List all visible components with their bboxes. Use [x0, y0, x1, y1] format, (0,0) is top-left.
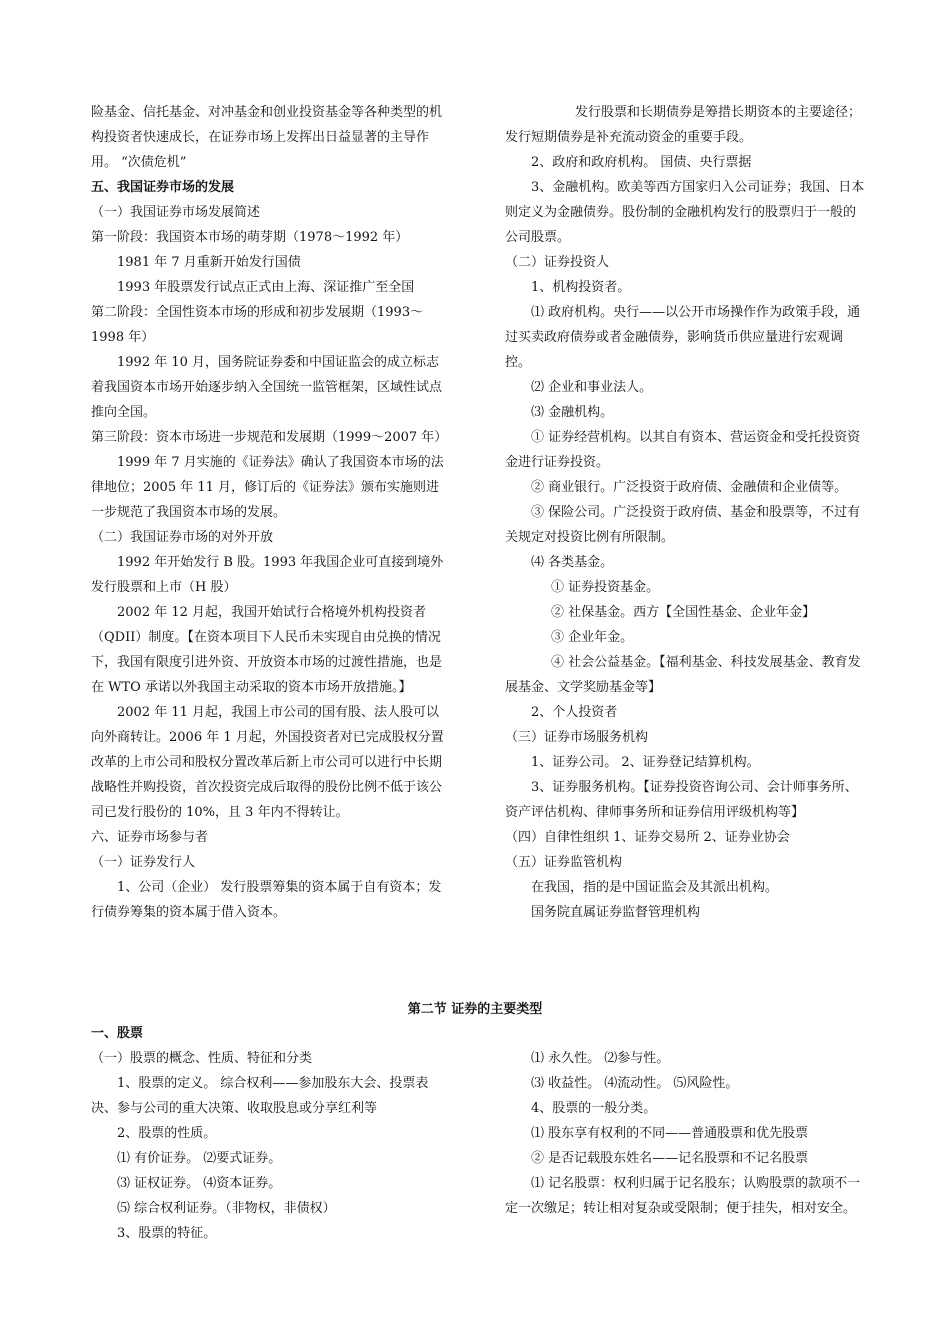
paragraph: 1981 年 7 月重新开始发行国债	[117, 255, 301, 270]
paragraph: ② 是否记载股东姓名——记名股票和不记名股票	[531, 1151, 809, 1166]
paragraph: ⑷ 各类基金。	[531, 555, 614, 570]
section-title: 第二节 证券的主要类型	[407, 1002, 543, 1017]
paragraph: （一）证券发行人	[91, 855, 196, 870]
paragraph: 在我国，指的是中国证监会及其派出机构。	[531, 880, 779, 895]
paragraph: （一）股票的概念、性质、特征和分类	[91, 1051, 313, 1066]
paragraph: ① 证券投资基金。	[551, 580, 660, 595]
paragraph: ⑴ 记名股票：权利归属于记名股东；认购股票的款项不一定一次缴足；转让相对复杂或受限制；便于挂失，相对安全。	[505, 1176, 861, 1216]
paragraph: ③ 保险公司。广泛投资于政府债、基金和股票等，不过有关规定对投资比例有所限制。	[505, 505, 861, 545]
paragraph: 险基金、信托基金、对冲基金和创业投资基金等各种类型的机构投资者快速成长，在证券市场上发挥出日益显著的主导作用。 “次债危机”	[91, 105, 443, 170]
paragraph: ① 证券经营机构。以其自有资本、营运资金和受托投资资金进行证券投资。	[505, 430, 861, 470]
paragraph: 4、股票的一般分类。	[531, 1101, 657, 1116]
paragraph: 2002 年 11 月起，我国上市公司的国有股、法人股可以向外商转让。2006 年 1 月起，外国投资者对已完成股权分置改革的上市公司和股权分置改革后新上市公司可以进行中长期战略性并购投资，首次投资完成后取得的股份比例不低于该公司已发行股份的 10%，且 3 年内不得转让。	[91, 705, 444, 820]
paragraph: ⑴ 有价证券。 ⑵要式证券。	[117, 1151, 282, 1166]
paragraph: （二）我国证券市场的对外开放	[91, 530, 274, 545]
paragraph: ④ 社会公益基金。【福利基金、科技发展基金、教育发展基金、文学奖励基金等】	[505, 655, 861, 695]
paragraph: 1、股票的定义。 综合权利——参加股东大会、投票表决、参与公司的重大决策、收取股息或分享红利等	[91, 1076, 429, 1116]
paragraph: 3、股票的特征。	[117, 1226, 217, 1241]
bottom-left-column	[91, 1021, 449, 1246]
paragraph: 3、证券服务机构。【证券投资咨询公司、会计师事务所、资产评估机构、律师事务所和证券信用评级机构等】	[505, 780, 858, 820]
paragraph: ⑸ 综合权利证券。（非物权，非债权）	[117, 1201, 336, 1216]
top-left-column	[91, 100, 449, 925]
paragraph: （三）证券市场服务机构	[505, 730, 649, 745]
paragraph: 3、金融机构。欧美等西方国家归入公司证券；我国、日本则定义为金融债券。股份制的金融机构发行的股票归于一般的公司股票。	[505, 180, 865, 245]
paragraph: ② 商业银行。广泛投资于政府债、金融债和企业债等。	[531, 480, 848, 495]
paragraph: （五）证券监管机构	[505, 855, 623, 870]
paragraph: 2、个人投资者	[531, 705, 618, 720]
paragraph: ③ 企业年金。	[551, 630, 634, 645]
paragraph: 1999 年 7 月实施的《证券法》确认了我国资本市场的法律地位；2005 年 11 月，修订后的《证券法》颁布实施则进一步规范了我国资本市场的发展。	[91, 455, 444, 520]
paragraph: 第三阶段：资本市场进一步规范和发展期（1999～2007 年）	[91, 430, 448, 445]
top-right-column	[505, 100, 865, 925]
paragraph: 1、证券公司。 2、证券登记结算机构。	[531, 755, 760, 770]
paragraph: ⑶ 金融机构。	[531, 405, 614, 420]
paragraph: 1、公司（企业） 发行股票筹集的资本属于自有资本；发行债券筹集的资本属于借入资本。	[91, 880, 442, 920]
paragraph: ⑴ 政府机构。央行——以公开市场操作作为政策手段，通过买卖政府债券或者金融债券，影响货币供应量进行宏观调控。	[505, 305, 861, 370]
paragraph: 2、股票的性质。	[117, 1126, 217, 1141]
paragraph: 2、政府和政府机构。 国债、央行票据	[531, 155, 752, 170]
paragraph: 一、股票	[91, 1026, 144, 1041]
paragraph: 1、机构投资者。	[531, 280, 631, 295]
paragraph: ② 社保基金。西方【全国性基金、企业年金】	[551, 605, 816, 620]
paragraph: ⑴ 永久性。 ⑵参与性。	[531, 1051, 670, 1066]
paragraph: （二）证券投资人	[505, 255, 610, 270]
paragraph: 1992 年开始发行 B 股。1993 年我国企业可直接到境外发行股票和上市（H 股）	[91, 555, 444, 595]
paragraph: ⑶ 收益性。 ⑷流动性。 ⑸风险性。	[531, 1076, 739, 1091]
paragraph: 1993 年股票发行试点正式由上海、深证推广至全国	[117, 280, 415, 295]
paragraph: （一）我国证券市场发展简述	[91, 205, 261, 220]
paragraph: （四）自律性组织 1、证券交易所 2、证券业协会	[505, 830, 790, 845]
paragraph: 发行股票和长期债券是筹措长期资本的主要途径；发行短期债券是补充流动资金的重要手段。	[505, 105, 862, 145]
paragraph: 第二阶段：全国性资本市场的形成和初步发展期（1993～1998 年）	[91, 305, 424, 345]
paragraph: 1992 年 10 月，国务院证券委和中国证监会的成立标志着我国资本市场开始逐步纳入全国统一监管框架，区域性试点推向全国。	[91, 355, 443, 420]
bottom-right-column	[505, 1046, 865, 1221]
paragraph: 五、我国证券市场的发展	[91, 180, 235, 195]
paragraph: ⑶ 证权证券。 ⑷资本证券。	[117, 1176, 282, 1191]
paragraph: 第一阶段：我国资本市场的萌芽期（1978～1992 年）	[91, 230, 409, 245]
paragraph: ⑴ 股东享有权利的不同——普通股票和优先股票	[531, 1126, 809, 1141]
paragraph: 国务院直属证券监督管理机构	[531, 905, 701, 920]
paragraph: ⑵ 企业和事业法人。	[531, 380, 653, 395]
paragraph: 2002 年 12 月起，我国开始试行合格境外机构投资者（QDII）制度。【在资本项目下人民币未实现自由兑换的情况下，我国有限度引进外资、开放资本市场的过渡性措施，也是在 WTO 承诺以外我国主动采取的资本市场开放措施。】	[91, 605, 443, 695]
paragraph: 六、证券市场参与者	[91, 830, 209, 845]
